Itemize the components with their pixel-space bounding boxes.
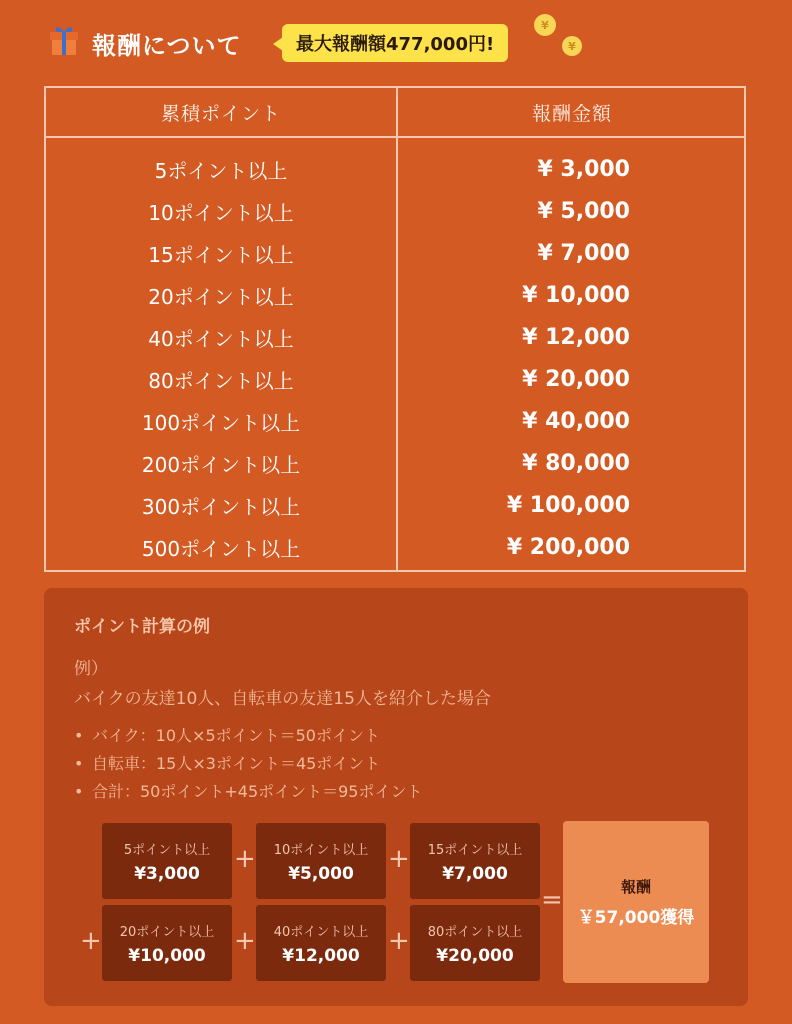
points-cell: 40ポイント以上 (148, 326, 294, 351)
max-reward-badge: 最大報酬額477,000円! (282, 24, 508, 62)
tile-value: ¥3,000 (134, 863, 200, 884)
tile-value: ¥7,000 (442, 863, 508, 884)
tile-label: 15ポイント以上 (427, 842, 523, 858)
example-title: ポイント計算の例 (74, 617, 210, 637)
table-row (46, 232, 744, 274)
reward-cell: ¥ 20,000 (522, 366, 630, 392)
plus-operator: + (80, 926, 102, 956)
points-cell: 15ポイント以上 (148, 242, 294, 267)
table-row (46, 358, 744, 400)
reward-header (46, 14, 746, 70)
points-cell: 100ポイント以上 (141, 411, 301, 436)
tile-label: 5ポイント以上 (123, 842, 211, 858)
reward-cell: ¥ 200,000 (506, 535, 630, 561)
bullet-item: • 自転車：15人×3ポイント＝45ポイント (74, 750, 423, 778)
table-row (46, 527, 744, 569)
reward-tile (102, 905, 232, 981)
table-row (46, 316, 744, 358)
reward-cell: ¥ 12,000 (522, 324, 630, 350)
example-prefix: 例） (74, 659, 108, 679)
total-reward-box (563, 821, 709, 983)
reward-cell: ¥ 100,000 (506, 493, 630, 519)
yen-coin-icon: ¥ (534, 14, 556, 36)
reward-tile (256, 823, 386, 899)
reward-tile (410, 823, 540, 899)
total-label: 報酬 (620, 878, 651, 896)
reward-cell: ¥ 3,000 (537, 156, 630, 182)
gift-icon (48, 22, 80, 56)
reward-rate-table (44, 86, 746, 572)
points-cell: 300ポイント以上 (141, 495, 301, 520)
reward-cell: ¥ 80,000 (522, 451, 630, 477)
points-cell: 500ポイント以上 (141, 537, 301, 562)
points-cell: 20ポイント以上 (148, 284, 294, 309)
table-row (46, 443, 744, 485)
bullet-item: • 合計：50ポイント+45ポイント＝95ポイント (74, 778, 423, 806)
equals-operator: = (541, 885, 563, 915)
tile-label: 10ポイント以上 (273, 842, 369, 858)
plus-operator: + (388, 926, 410, 956)
calculation-example-panel (44, 588, 748, 1006)
header-points: 累積ポイント (160, 102, 281, 125)
points-cell: 5ポイント以上 (154, 158, 288, 183)
tile-value: ¥20,000 (436, 945, 514, 966)
reward-cell: ¥ 5,000 (537, 198, 630, 224)
plus-operator: + (234, 926, 256, 956)
table-row (46, 148, 744, 190)
table-row (46, 190, 744, 232)
reward-cell: ¥ 7,000 (537, 240, 630, 266)
tile-label: 80ポイント以上 (427, 924, 523, 940)
page-title: 報酬について (92, 32, 242, 60)
reward-tile (410, 905, 540, 981)
points-cell: 10ポイント以上 (148, 200, 294, 225)
plus-operator: + (234, 844, 256, 874)
reward-cell: ¥ 40,000 (522, 409, 630, 435)
bullet-item: • バイク：10人×5ポイント＝50ポイント (74, 722, 423, 750)
header-divider (46, 136, 744, 138)
table-row (46, 401, 744, 443)
total-value: ￥57,000獲得 (577, 908, 695, 928)
table-row (46, 485, 744, 527)
tile-label: 40ポイント以上 (273, 924, 369, 940)
tile-value: ¥10,000 (128, 945, 206, 966)
table-row (46, 274, 744, 316)
reward-tile (102, 823, 232, 899)
reward-tile (256, 905, 386, 981)
example-scenario: バイクの友達10人、自転車の友達15人を紹介した場合 (74, 689, 491, 709)
points-cell: 200ポイント以上 (141, 453, 301, 478)
yen-coin-icon: ¥ (562, 36, 582, 56)
plus-operator: + (388, 844, 410, 874)
reward-cell: ¥ 10,000 (522, 282, 630, 308)
tile-value: ¥12,000 (282, 945, 360, 966)
header-reward: 報酬金額 (531, 102, 612, 125)
example-bullet-list (74, 722, 423, 806)
tile-value: ¥5,000 (288, 863, 354, 884)
points-cell: 80ポイント以上 (148, 368, 294, 393)
tile-label: 20ポイント以上 (119, 924, 215, 940)
